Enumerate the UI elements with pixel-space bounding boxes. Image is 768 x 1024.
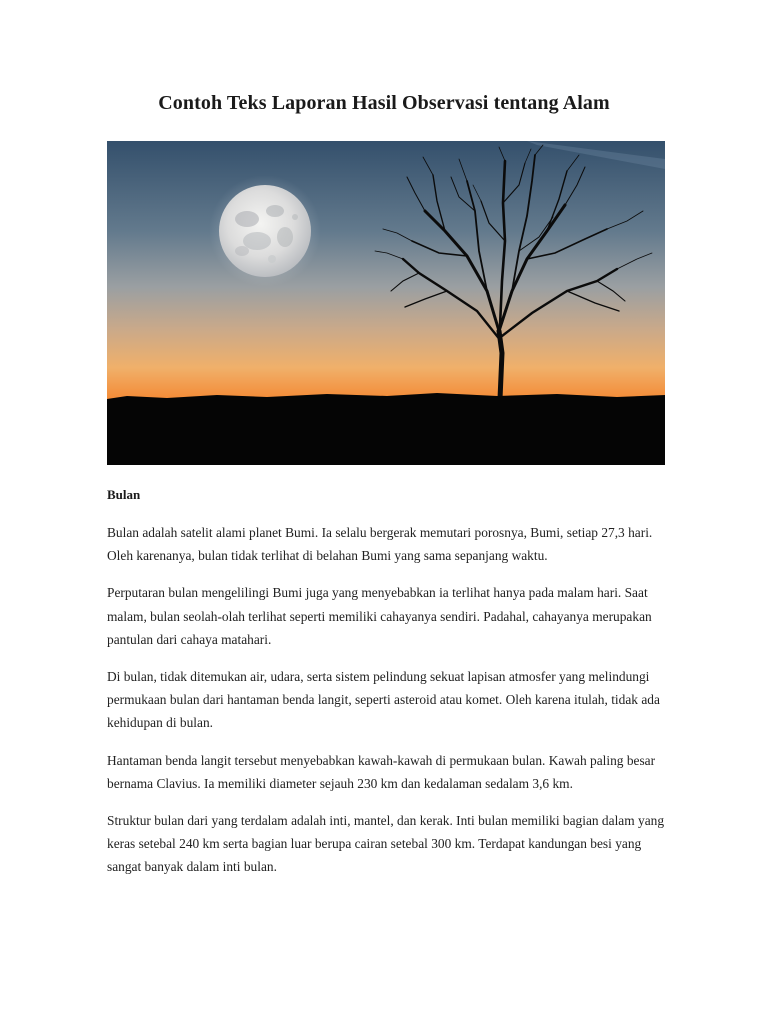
document-title: Contoh Teks Laporan Hasil Observasi tentang Alam — [158, 92, 610, 114]
paragraph: Di bulan, tidak ditemukan air, udara, serta sistem pelindung sekuat lapisan atmosfer yang melindungi permukaan bulan dari hantaman benda langit, seperti asteroid atau komet. Oleh karena itulah, tidak ada kehidupan di bulan. — [107, 669, 660, 731]
moon-icon — [209, 175, 321, 287]
ground-silhouette — [107, 393, 665, 465]
paragraph: Bulan adalah satelit alami planet Bumi. Ia selalu bergerak memutari porosnya, Bumi, setiap 27,3 hari. Oleh karenanya, bulan tidak terlihat di belahan Bumi yang sama sepanjang waktu. — [107, 525, 653, 564]
paragraph: Hantaman benda langit tersebut menyebabkan kawah-kawah di permukaan bulan. Kawah paling besar bernama Clavius. Ia memiliki diameter sejauh 230 km dan kedalaman sedalam 3,6 km. — [107, 752, 656, 791]
paragraph: Struktur bulan dari yang terdalam adalah inti, mantel, dan kerak. Inti bulan memiliki bagian dalam yang keras setebal 240 km serta bagian luar berupa cairan setebal 300 km. Terdapat kandungan besi yang sangat banyak dalam inti bulan. — [107, 813, 665, 875]
body-text — [107, 521, 667, 893]
moon-tree-sunset-image — [107, 141, 665, 465]
paragraph: Perputaran bulan mengelilingi Bumi juga yang menyebabkan ia terlihat hanya pada malam hari. Saat malam, bulan seolah-olah terlihat seperti memiliki cahayanya sendiri. Padahal, cahayanya merupakan pantulan dari cahaya matahari. — [107, 585, 652, 647]
section-heading: Bulan — [107, 487, 141, 502]
